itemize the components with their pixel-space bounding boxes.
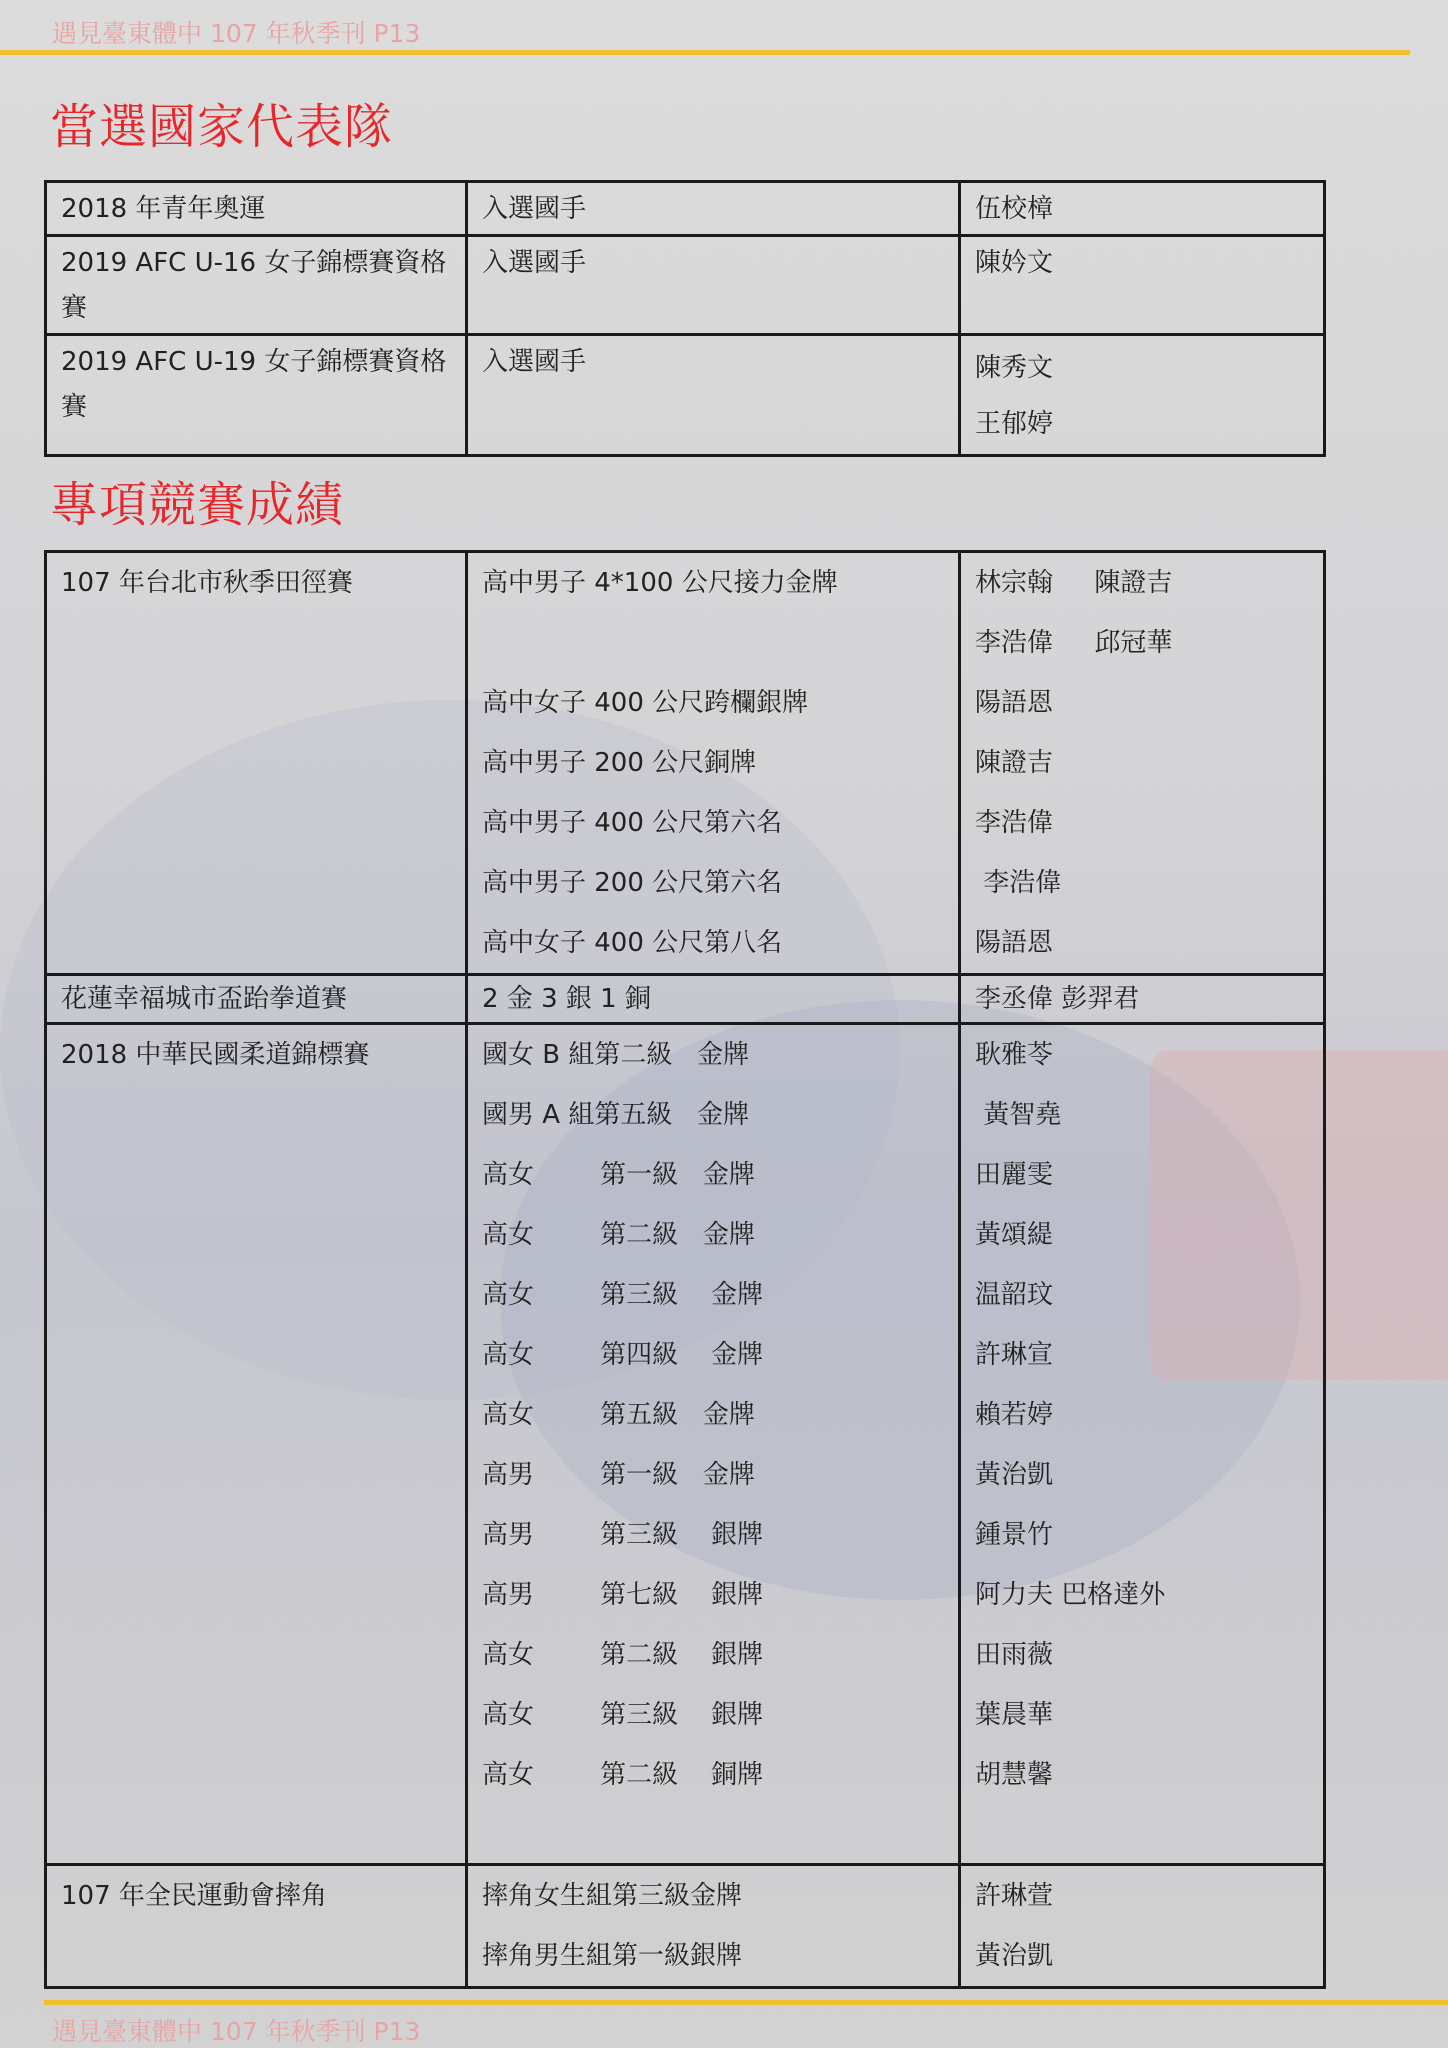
result-cell: 國女 B 組第二級 金牌 國男 A 組第五級 金牌 高女 第一級 金牌 高女 第二級 金牌 高女 第三級 金牌 高女 第四級 金牌 高女 第五級 金牌 高男 第一級 金牌 高男 第三級 銀牌 高男 第七級 銀牌 高女 第二級 銀牌 高女 第三級 銀牌 高女 第二級 銅牌 — [467, 1024, 960, 1865]
event-cell: 2019 AFC U-19 女子錦標賽資格賽 — [46, 335, 467, 456]
table-row — [46, 552, 1325, 975]
names-cell: 伍校樟 — [960, 182, 1325, 236]
table-row — [46, 1865, 1325, 1988]
names-cell: 許琳萱 黃治凱 — [960, 1865, 1325, 1988]
table-row — [46, 1024, 1325, 1865]
table-row — [46, 182, 1325, 236]
names-cell: 李丞偉 彭羿君 — [960, 975, 1325, 1024]
page-footer: 遇見臺東體中 107 年秋季刊 P13 — [52, 2017, 421, 2046]
event-cell: 2018 年青年奧運 — [46, 182, 467, 236]
event-cell: 2018 中華民國柔道錦標賽 — [46, 1024, 467, 1865]
names-cell: 陳妗文 — [960, 236, 1325, 335]
result-cell: 入選國手 — [467, 182, 960, 236]
table-row — [46, 975, 1325, 1024]
event-cell: 2019 AFC U-16 女子錦標賽資格賽 — [46, 236, 467, 335]
national-team-table — [44, 180, 1326, 457]
result-cell: 入選國手 — [467, 335, 960, 456]
result-cell: 高中男子 4*100 公尺接力金牌 高中女子 400 公尺跨欄銀牌 高中男子 200 公尺銅牌 高中男子 400 公尺第六名 高中男子 200 公尺第六名 高中女子 400 公尺第八名 — [467, 552, 960, 975]
names-cell: 陳秀文 王郁婷 — [960, 335, 1325, 456]
section-title-competition-results: 專項競賽成績 — [50, 477, 345, 533]
result-cell: 2 金 3 銀 1 銅 — [467, 975, 960, 1024]
footer-rule — [44, 2000, 1448, 2005]
page-header: 遇見臺東體中 107 年秋季刊 P13 — [52, 19, 421, 48]
table-row — [46, 236, 1325, 335]
event-cell: 107 年全民運動會摔角 — [46, 1865, 467, 1988]
names-cell: 耿雅苓 黃智堯 田麗雯 黃頌緹 温韶玟 許琳宣 賴若婷 黃治凱 鍾景竹 阿力夫 巴格達外 田雨薇 葉晨華 胡慧馨 — [960, 1024, 1325, 1865]
table-row — [46, 335, 1325, 456]
header-rule — [0, 50, 1410, 55]
event-cell: 107 年台北市秋季田徑賽 — [46, 552, 467, 975]
competition-results-table — [44, 550, 1326, 1989]
result-cell: 入選國手 — [467, 236, 960, 335]
names-cell: 林宗翰 陳證吉 李浩偉 邱冠華 陽語恩 陳證吉 李浩偉 李浩偉 陽語恩 — [960, 552, 1325, 975]
event-cell: 花蓮幸福城市盃跆拳道賽 — [46, 975, 467, 1024]
result-cell: 摔角女生組第三級金牌 摔角男生組第一級銀牌 — [467, 1865, 960, 1988]
section-title-national-team: 當選國家代表隊 — [50, 99, 394, 155]
